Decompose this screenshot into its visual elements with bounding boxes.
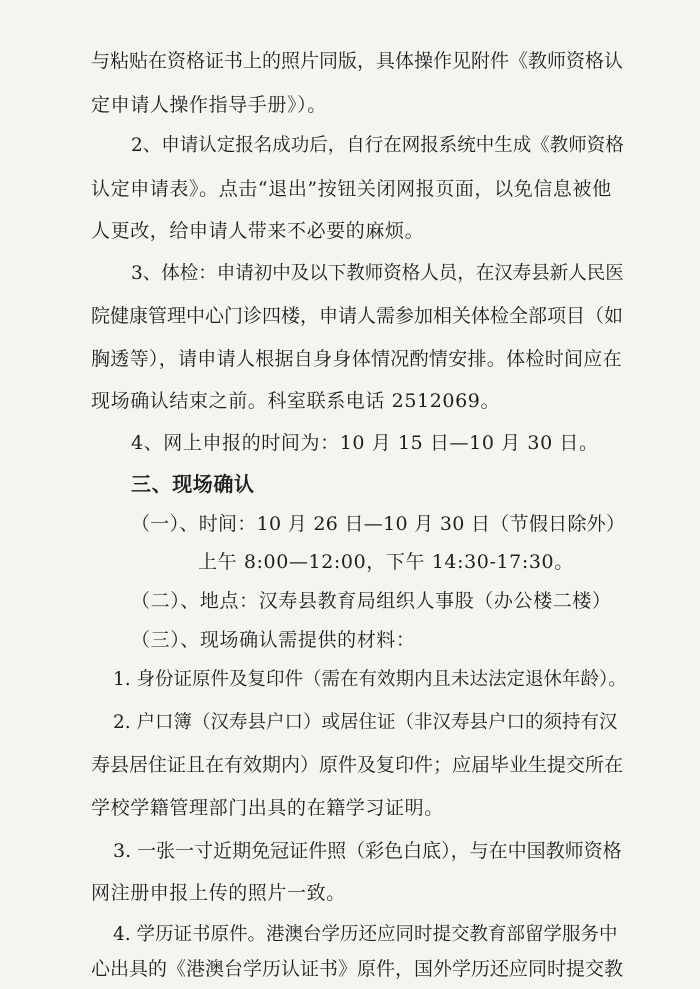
text-line: 院健康管理中心门诊四楼，申请人需参加相关体检全部项目（如 [91, 305, 624, 327]
section-heading: 三、现场确认 [131, 472, 255, 496]
text-line: 与粘贴在资格证书上的照片同版，具体操作见附件《教师资格认 [91, 50, 624, 72]
text-line: 2、申请认定报名成功后，自行在网报系统中生成《教师资格 [131, 135, 624, 156]
text-line: （三）、现场确认需提供的材料： [131, 629, 416, 651]
text-line: 3. 一张一寸近期免冠证件照（彩色白底），与在中国教师资格 [113, 840, 622, 862]
text-line: 人更改，给申请人带来不必要的麻烦。 [91, 220, 425, 242]
text-line: 认定申请表》。点击“退出”按钮关闭网报页面，以免信息被他 [91, 178, 612, 200]
text-line: 1. 身份证原件及复印件（需在有效期内且未达法定退休年龄）。 [113, 669, 627, 690]
text-line: 4、网上申报的时间为：10 月 15 日—10 月 30 日。 [131, 432, 599, 454]
text-line: （二）、地点：汉寿县教育局组织人事股（办公楼二楼） [131, 590, 612, 612]
text-line: 2. 户口簿（汉寿县户口）或居住证（非汉寿县户口的须持有汉 [113, 712, 618, 733]
text-line: 4. 学历证书原件。港澳台学历还应同时提交教育部留学服务中 [113, 924, 618, 945]
text-line: 胸透等），请申请人根据自身身体情况酌情安排。体检时间应在 [91, 348, 622, 370]
text-line: 心出具的《港澳台学历认证书》原件，国外学历还应同时提交教 [91, 958, 624, 980]
text-line: 寿县居住证且在有效期内）原件及复印件；应届毕业生提交所在 [91, 754, 624, 776]
text-line: 现场确认结束之前。科室联系电话 2512069。 [91, 390, 501, 412]
text-line: （一）、时间：10 月 26 日—10 月 30 日（节假日除外） [131, 513, 626, 535]
text-line: 学校学籍管理部门出具的在籍学习证明。 [91, 797, 444, 819]
text-line: 上午 8:00—12:00，下午 14:30-17:30。 [198, 551, 574, 573]
text-line: 定申请人操作指导手册》）。 [91, 94, 327, 116]
text-line: 网注册申报上传的照片一致。 [91, 882, 346, 904]
text-line: 3、体检：申请初中及以下教师资格人员，在汉寿县新人民医 [131, 263, 624, 284]
